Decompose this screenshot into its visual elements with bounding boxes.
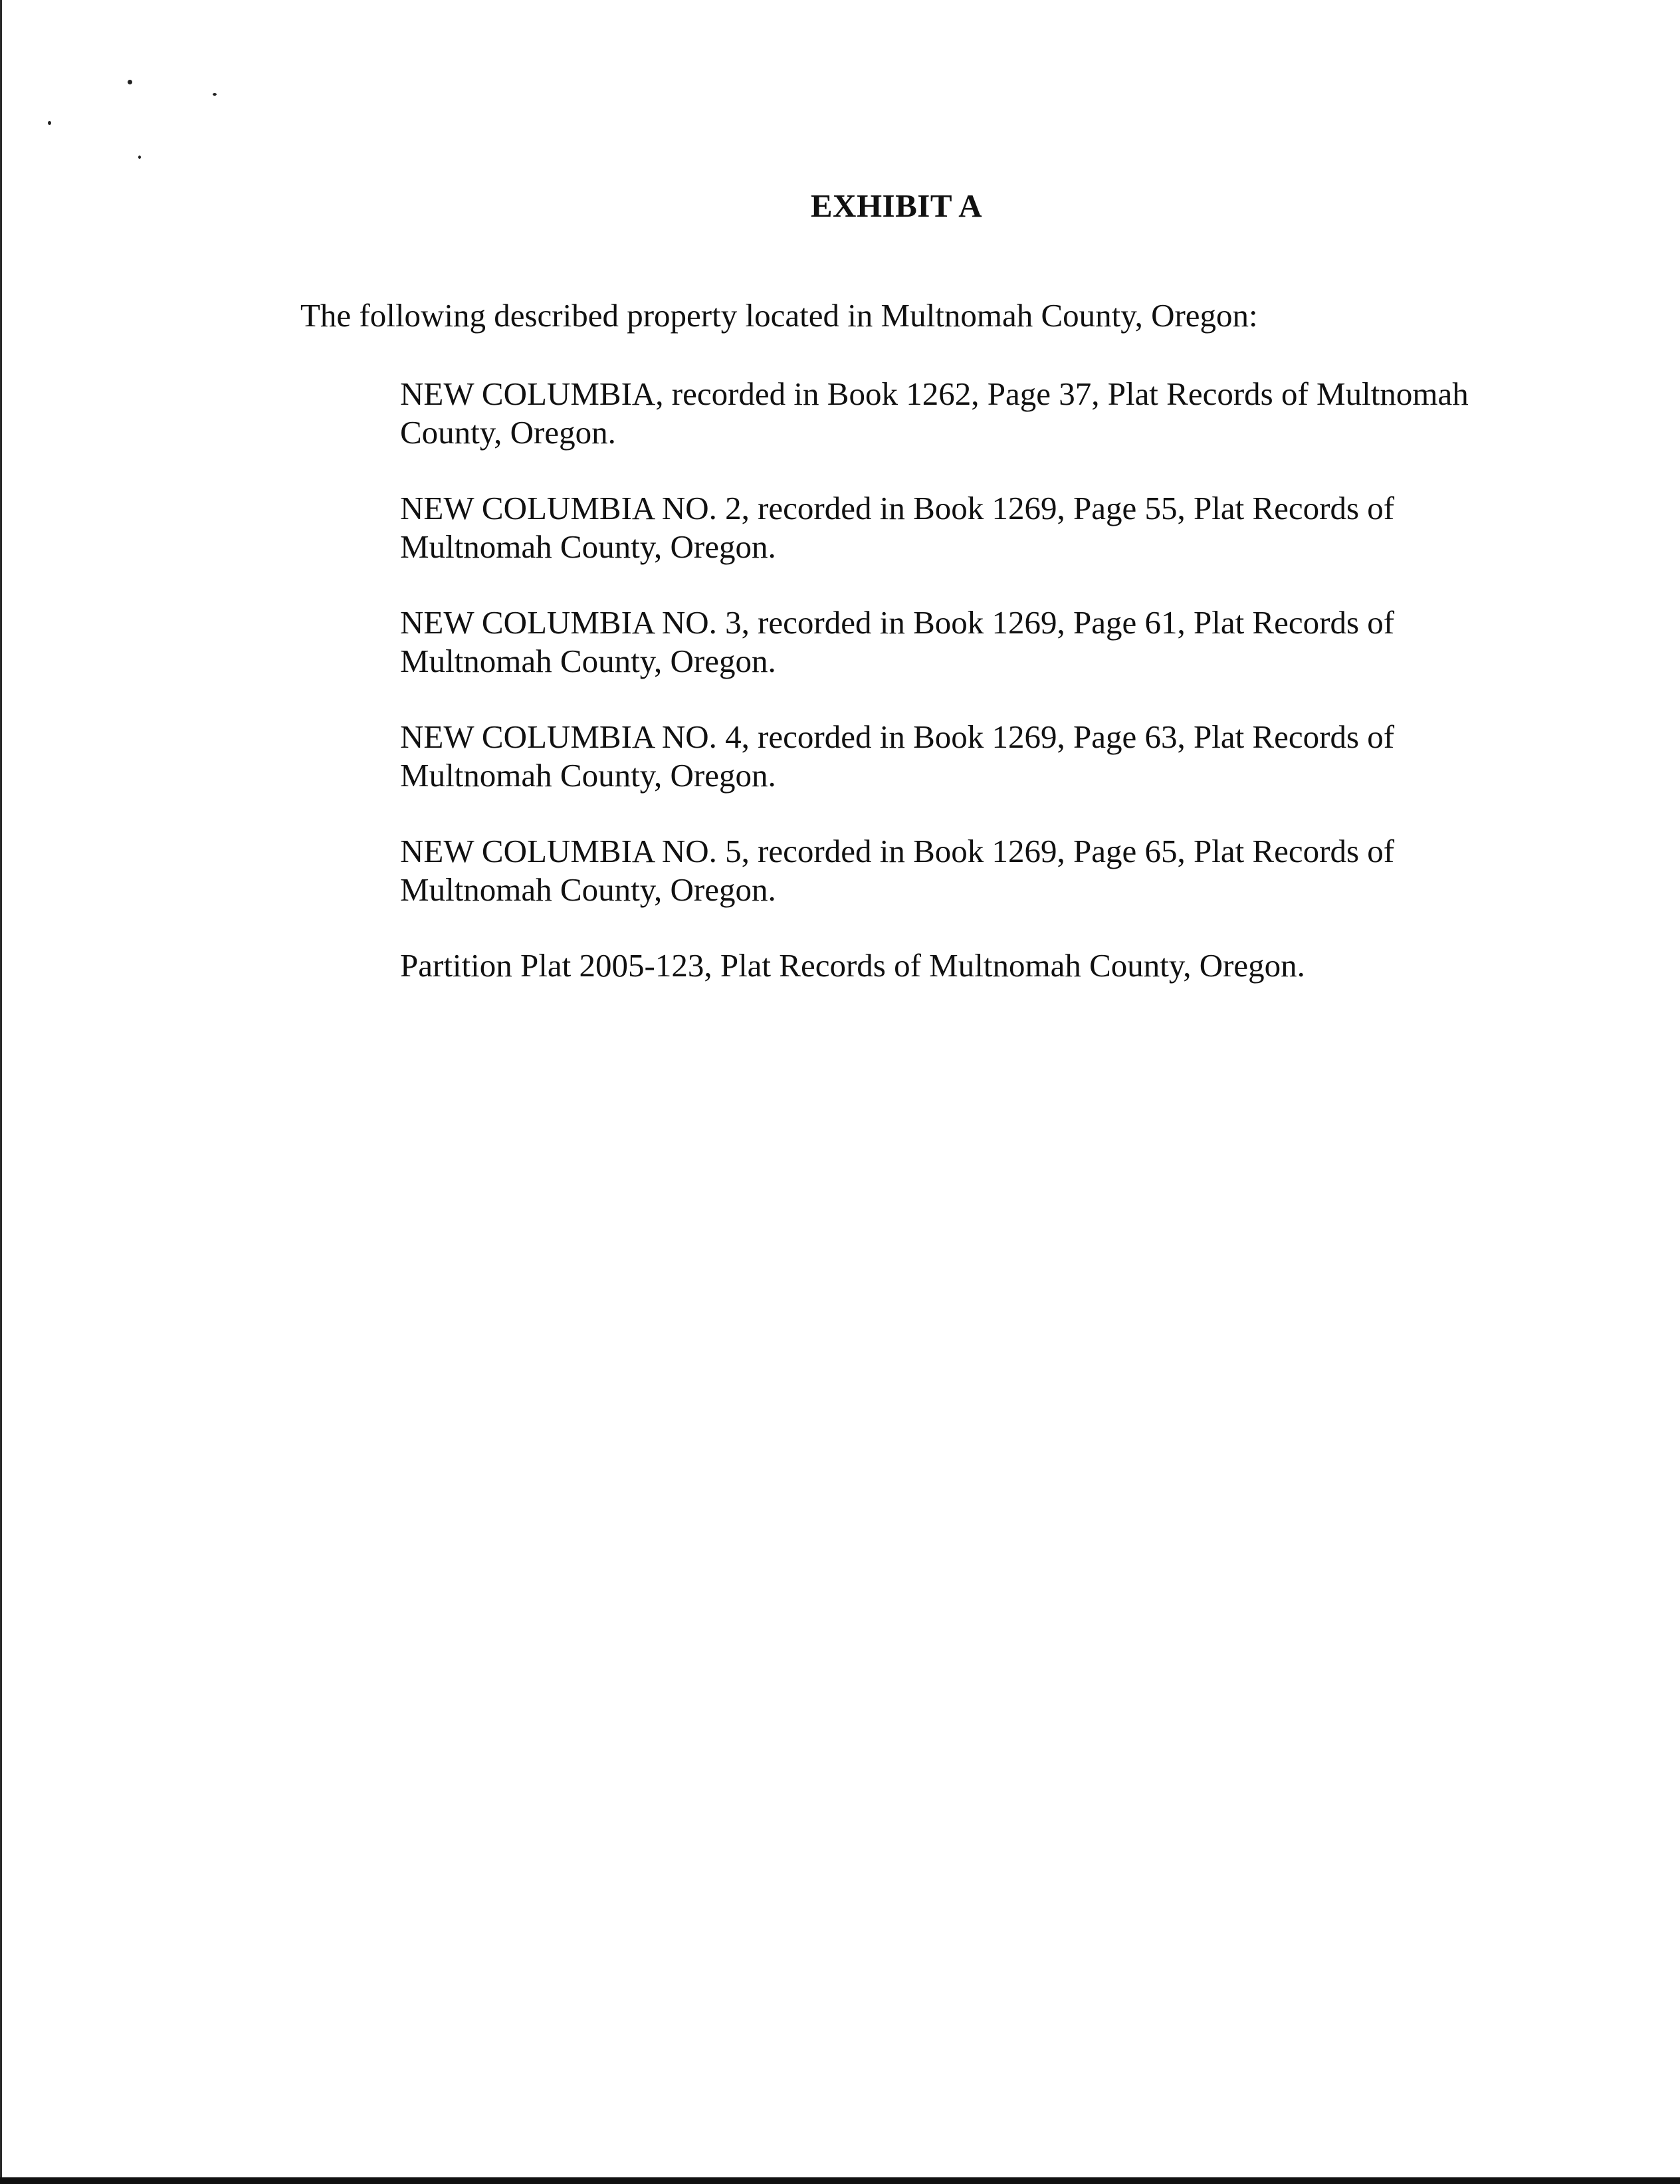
property-entry — [400, 489, 1543, 566]
property-entry — [400, 946, 1543, 985]
property-entry-line: NEW COLUMBIA NO. 4, recorded in Book 1269, Page 63, Plat Records of — [400, 718, 1395, 755]
scan-speck — [213, 93, 217, 96]
property-entry-line: NEW COLUMBIA NO. 3, recorded in Book 1269, Page 61, Plat Records of — [400, 604, 1395, 641]
exhibit-title: EXHIBIT A — [810, 187, 983, 224]
property-entry-line: County, Oregon. — [400, 414, 616, 451]
property-entry — [400, 603, 1543, 681]
property-entry-line: Partition Plat 2005-123, Plat Records of Multnomah County, Oregon. — [400, 947, 1305, 984]
property-entry-line: NEW COLUMBIA NO. 2, recorded in Book 1269, Page 55, Plat Records of — [400, 490, 1395, 526]
scan-speck — [128, 80, 132, 84]
property-entry — [400, 375, 1543, 452]
property-entry — [400, 832, 1543, 909]
intro-text: The following described property located in Multnomah County, Oregon: — [300, 297, 1258, 334]
scan-speck — [138, 156, 141, 159]
scan-bottom-edge — [0, 2177, 1680, 2184]
property-list — [400, 375, 1543, 1022]
property-entry-line: NEW COLUMBIA, recorded in Book 1262, Page 37, Plat Records of Multnomah — [400, 376, 1469, 412]
property-entry-line: NEW COLUMBIA NO. 5, recorded in Book 1269, Page 65, Plat Records of — [400, 833, 1395, 869]
property-entry — [400, 718, 1543, 795]
scan-speck — [48, 121, 51, 125]
property-entry-line: Multnomah County, Oregon. — [400, 528, 776, 565]
property-entry-line: Multnomah County, Oregon. — [400, 871, 776, 908]
scan-left-edge — [0, 0, 2, 2184]
property-entry-line: Multnomah County, Oregon. — [400, 643, 776, 679]
property-entry-line: Multnomah County, Oregon. — [400, 757, 776, 794]
